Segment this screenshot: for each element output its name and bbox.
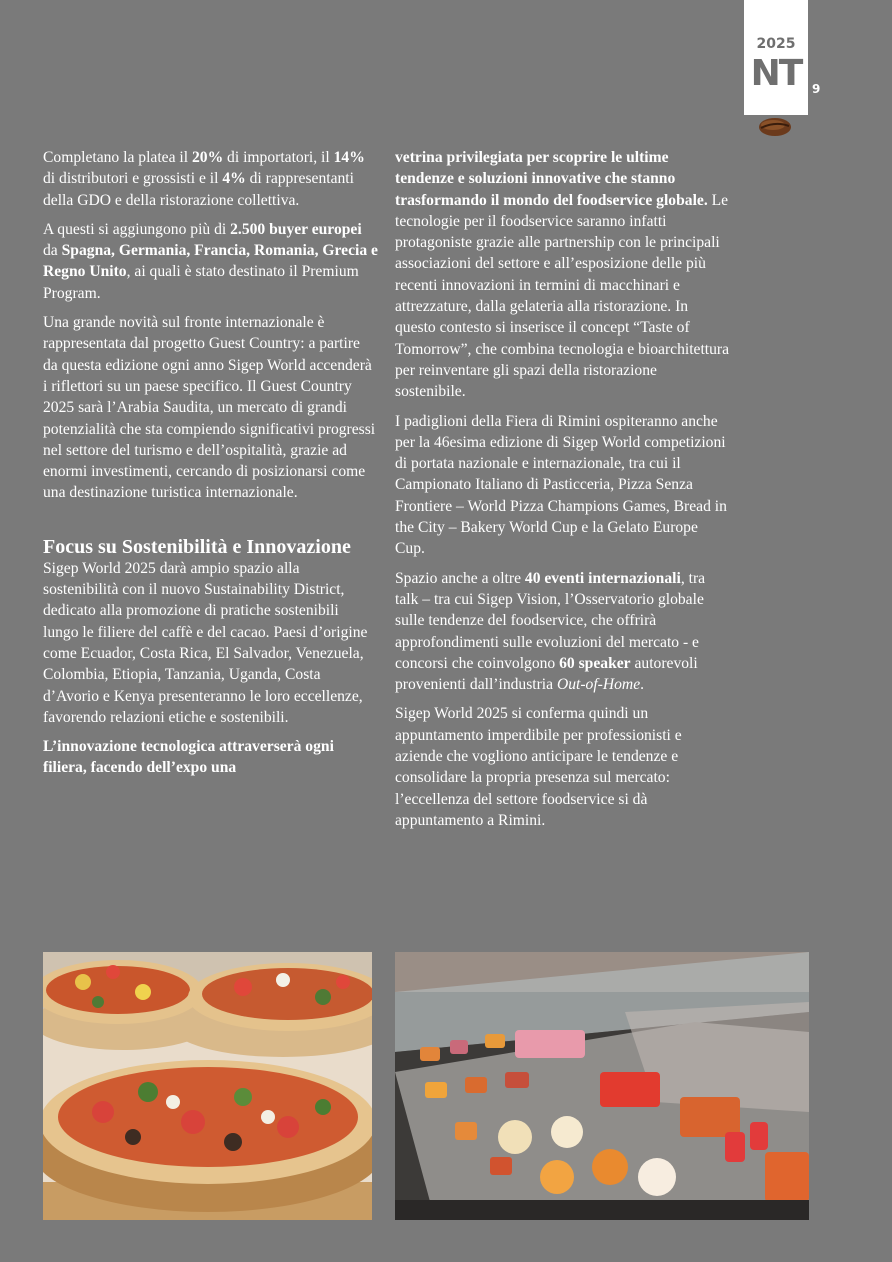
paragraph-buyers: A questi si aggiungono più di 2.500 buyer europei da Spagna, Germania, Francia, Romania, Grecia e Regno Unito, ai quali è stato destinato il Premium Program. [43,220,378,302]
pastry-display-photo [395,952,809,1220]
left-column [43,147,378,787]
paragraph-showcase: vetrina privilegiata per scoprire le ultime tendenze e soluzioni innovative che stanno trasformando il mondo del foodservice globale. Le tecnologie per il foodservice saranno infatti protagoniste grazie alle partnership con le principali associazioni del settore e all’esposizione delle più recenti innovazioni in termini di macchinari e attrezzature, dalla gelateria alla ristorazione. In questo contesto si inserisce il concept “Taste of Tomorrow”, che combina tecnologia e bioarchitettura per reinventare gli spazi della ristorazione sostenibile. [395,149,730,401]
paragraph-sustainability: Sigep World 2025 darà ampio spazio alla sostenibilità con il nuovo Sustainability District, dedicato alla promozione di pratiche sostenibili lungo le filiere del caffè e del cacao. Paesi d’origine come Ecuador, Costa Rica, El Salvador, Venezuela, Colombia, Etiopia, Tanzania, Uganda, Costa d’Avorio e Kenya presenteranno le loro eccellenze, favorendo relazioni etiche e sostenibili. [43,559,368,726]
right-column [395,147,730,839]
magazine-logo: NT [750,53,802,94]
coffee-bean-icon [758,116,792,138]
paragraph-competitions: I padiglioni della Fiera di Rimini ospiteranno anche per la 46esima edizione di Sigep World competizioni di portata nazionale e internazionale, tra cui il Campionato Italiano di Pasticceria, Pizza Senza Frontiere – World Pizza Champions Games, Bread in the City – Bakery World Cup e la Gelato Europe Cup. [395,412,727,558]
paragraph-importers: Completano la platea il 20% di importatori, il 14% di distributori e grossisti e il 4% di rappresentanti della GDO e della ristorazione collettiva. [43,149,365,209]
paragraph-innovation: L’innovazione tecnologica attraverserà ogni filiera, facendo dell’expo una [43,738,334,777]
pizza-photo [43,952,372,1220]
issue-month: gennaio [748,98,804,112]
issue-year: 2025 [756,36,796,52]
paragraph-events: Spazio anche a oltre 40 eventi internazionali, tra talk – tra cui Sigep Vision, l’Osservatorio globale sulle tendenze del foodservice, che offrirà approfondimenti sulle evoluzioni del mercato - e concorsi che coinvolgono 60 speaker autorevoli provenienti dall’industria Out-of-Home. [395,569,706,694]
paragraph-guest-country: Una grande novità sul fronte internazionale è rappresentata dal progetto Guest Country: a partire da questa edizione ogni anno Sigep World accenderà i riflettori su un paese specifico. Il Guest Country 2025 sarà l’Arabia Saudita, un mercato di grandi potenzialità che sta compiendo significativi progressi nel settore del turismo e dell’ospitalità, grazie ad enormi investimenti, cercando di posizionarsi come una destinazione turistica internazionale. [43,314,376,502]
page-number: 9 [812,82,821,96]
section-heading: Focus su Sostenibilità e Innovazione [43,535,351,558]
paragraph-conclusion: Sigep World 2025 si conferma quindi un appuntamento imperdibile per professionisti e aziende che vogliono anticipare le tendenze e consolidare la propria presenza sul mercato: l’eccellenza del settore foodservice si dà appuntamento a Rimini. [395,705,682,829]
